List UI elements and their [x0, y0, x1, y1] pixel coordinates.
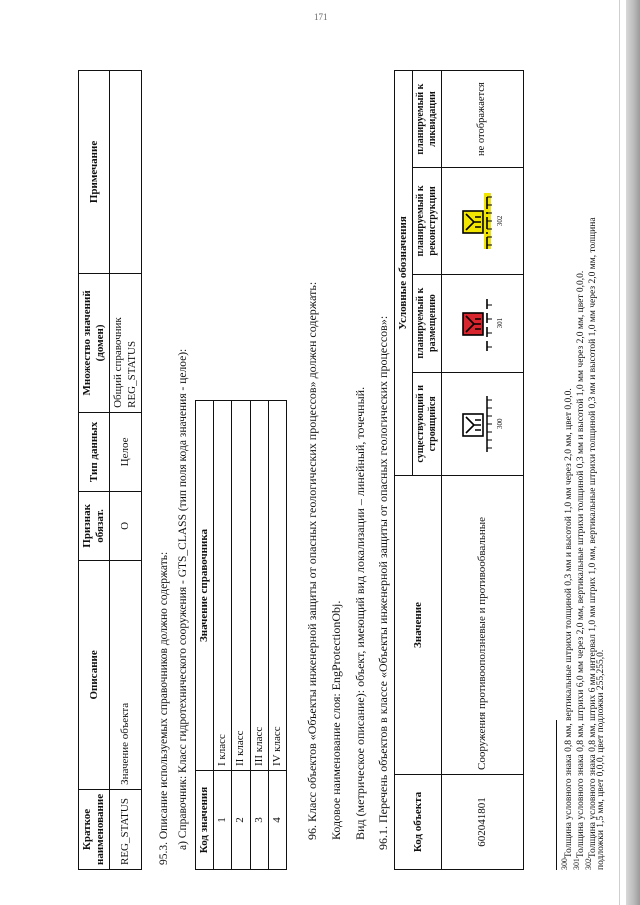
landslide-protection-existing-icon: [461, 394, 495, 454]
attributes-header-row: [79, 71, 110, 870]
cell-note: [110, 71, 141, 274]
col-existing: существующий и строящийся: [413, 372, 442, 475]
cell-existing-symbol: [442, 372, 524, 475]
footnote-ref-302: 302: [496, 215, 505, 227]
footnote-text: Толщина условного знака 0,8 мм, штрих 6 мм интервал 1,0 мм штрих 1,0 мм, вертикальные штрихи толщиной 0,3 мм и высотой 1,0 мм через 2,0 мм, толщина: [588, 217, 599, 859]
col-description: Описание: [79, 560, 110, 789]
landscape-content: [80, 30, 620, 890]
cell-reconstruction-symbol: [442, 168, 524, 274]
cell-description: Значение объекта: [110, 560, 141, 789]
cell-domain: Общий справочник REG_STATUS: [110, 273, 141, 412]
rotated-page-content: [80, 30, 620, 890]
cell-code: 4: [268, 771, 286, 870]
table-row: [232, 401, 250, 870]
cell-value: II класс: [232, 401, 250, 771]
objects-table: [394, 70, 524, 870]
cell-value: IV класс: [268, 401, 286, 771]
cell-datatype: Целое: [110, 412, 141, 491]
landslide-protection-reconstruction-icon: [461, 191, 495, 251]
col-object-code: Код объекта: [395, 775, 442, 870]
cell-short-name: REG_STATUS: [110, 789, 141, 869]
footnote-number: 302: [584, 858, 593, 870]
col-reconstruction: планируемый к реконструкции: [413, 168, 442, 274]
col-domain: Множество значений (домен): [79, 273, 110, 412]
section-96: 96. Класс объектов «Объекты инженерной защиты от опасных геологических процессов» должен содержать:: [305, 281, 319, 840]
footnote-text: подложки 1,5 мм, цвет 0,0,0, цвет подложки 255,255,0.: [596, 649, 606, 870]
table-row: [442, 71, 524, 870]
col-legend: Условные обозначения: [395, 71, 413, 476]
cell-code: 3: [250, 771, 268, 870]
col-liquidation: планируемый к ликвидации: [413, 71, 442, 168]
gts-header-row: [196, 401, 214, 870]
gts-class-table: [195, 400, 287, 870]
footnote-number: 300: [560, 858, 569, 870]
footnote-text: Толщина условного знака 0,8 мм, штрихи 6,0 мм через 2,0 мм, вертикальные штрихи толщиной 0,3 мм и высотой 1,0 мм через 2,0 мм, цвет 0,0,0.: [576, 270, 587, 859]
footnote-divider: [556, 720, 557, 870]
footnote-ref-301: 301: [496, 317, 505, 329]
cell-liquidation: не отображается: [442, 71, 524, 168]
objects-header-row: [395, 71, 413, 870]
col-datatype: Тип данных: [79, 412, 110, 491]
footnote-number: 301: [572, 858, 581, 870]
table-row: [268, 401, 286, 870]
cell-object-value: Сооружения противооползневые и противообвальные: [442, 476, 524, 775]
cell-value: I класс: [214, 401, 232, 771]
reference-a-title: а) Справочник: Класс гидротехнического сооружения - GTS_CLASS (тип поля кода значения - целое):: [177, 348, 189, 850]
cell-object-code: 602041801: [442, 775, 524, 870]
cell-code: 1: [214, 771, 232, 870]
attributes-table: [78, 70, 142, 870]
geometry-text: Вид (метрическое описание): объект, имеющий вид локализации – линейный, точечный.: [353, 386, 367, 840]
col-object-value: Значение: [395, 476, 442, 775]
col-short-name: Краткое наименование: [79, 789, 110, 869]
footnote-text: Толщина условного знака 0,8 мм, вертикальные штрихи толщиной 0,3 мм и высотой 1,0 мм через 2,0 мм, цвет 0,0,0.: [564, 388, 575, 859]
col-required: Признак обязат.: [79, 491, 110, 560]
section-95-3: 95.3. Описание используемых справочников должно содержать:: [158, 551, 170, 865]
cell-value: III класс: [250, 401, 268, 771]
col-note: Примечание: [79, 71, 110, 274]
col-planned: планируемый к размещению: [413, 274, 442, 372]
col-value: Значение справочника: [196, 401, 214, 771]
layer-code-text: Кодовое наименование слоя: EngProtectionObj.: [329, 600, 343, 840]
landslide-protection-planned-icon: [461, 293, 495, 353]
table-row: [110, 71, 141, 870]
col-code: Код значения: [196, 771, 214, 870]
footnote-ref-300: 300: [496, 418, 505, 430]
cell-required: О: [110, 491, 141, 560]
section-96-1: 96.1. Перечень объектов в классе «Объекты инженерной защиты от опасных геологических процессов»:: [376, 315, 390, 850]
page-number: 171: [314, 12, 328, 22]
cell-planned-symbol: [442, 274, 524, 372]
table-row: [250, 401, 268, 870]
cell-code: 2: [232, 771, 250, 870]
footnote-302-continued: [596, 650, 607, 870]
scan-edge: [626, 0, 640, 905]
table-row: [214, 401, 232, 870]
